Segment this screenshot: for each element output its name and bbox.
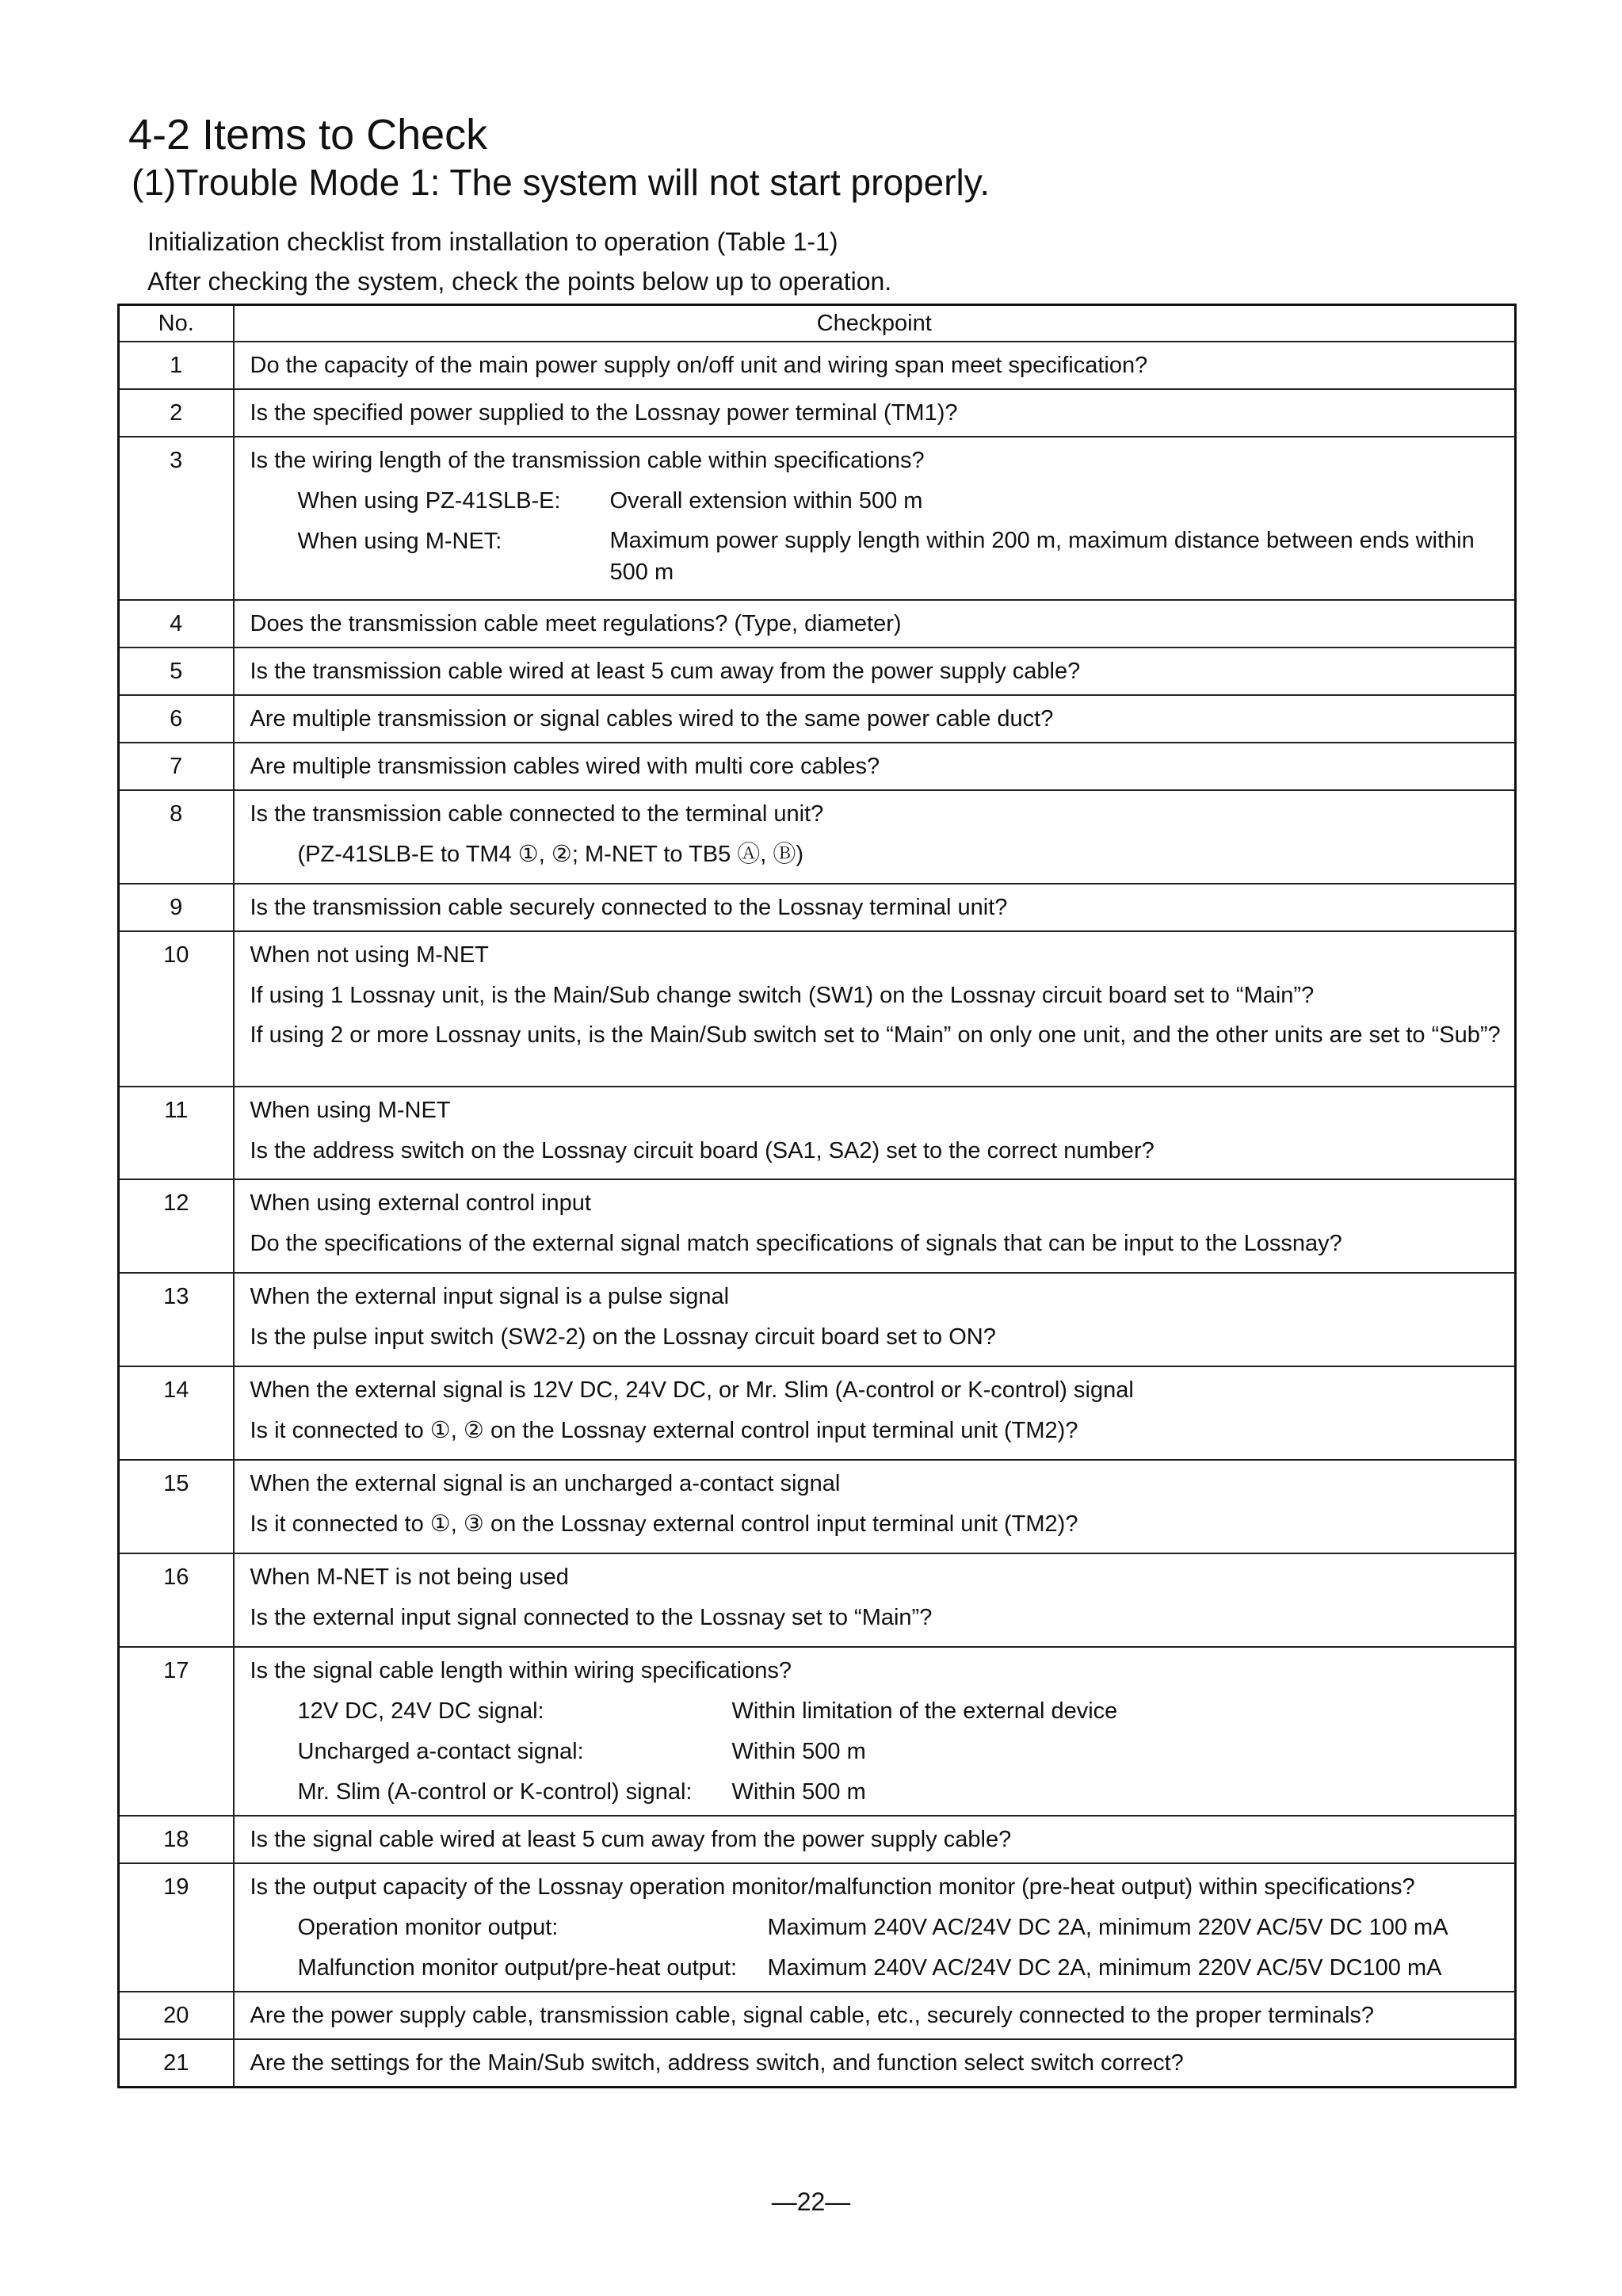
table-row (119, 1179, 1516, 1273)
row-number: 14 (119, 1366, 234, 1460)
row-number: 15 (119, 1460, 234, 1553)
row-number: 20 (119, 1992, 234, 2039)
spec-pair (250, 1911, 1509, 1944)
checkpoint-text: Is it connected to ①, ② on the Lossnay external control input terminal unit (TM2)? (250, 1418, 1078, 1443)
checkpoint-text: When M-NET is not being used (250, 1564, 569, 1590)
checkpoint-text: Is the signal cable length within wiring specifications? (250, 1658, 792, 1683)
checkpoint-text: Is it connected to ①, ③ on the Lossnay external control input terminal unit (TM2)? (250, 1511, 1078, 1537)
row-number: 10 (119, 931, 234, 1087)
table-row (119, 1553, 1516, 1647)
intro-line-1: Initialization checklist from installation to operation (Table 1-1) (147, 227, 838, 256)
checkpoint-text: Is the transmission cable securely connected to the Lossnay terminal unit? (250, 895, 1008, 920)
row-number: 11 (119, 1087, 234, 1179)
table-row (119, 1863, 1516, 1992)
row-number: 13 (119, 1273, 234, 1366)
spec-value: Maximum 240V AC/24V DC 2A, minimum 220V AC/5V DC100 mA (767, 1955, 1442, 1981)
row-number: 3 (119, 437, 234, 600)
checkpoint-text: Are the settings for the Main/Sub switch, address switch, and function select switch correct? (250, 2050, 1184, 2076)
spec-value: Maximum power supply length within 200 m, maximum distance between ends within 500 m (609, 528, 1475, 585)
table-row (119, 1366, 1516, 1460)
checkpoint-text: When the external input signal is a pulse signal (250, 1284, 730, 1309)
spec-label: Mr. Slim (A-control or K-control) signal: (297, 1779, 693, 1805)
spec-pair (250, 1951, 1509, 1985)
section-title: (1)Trouble Mode 1: The system will not start properly. (132, 162, 990, 203)
spec-label: When using M-NET: (297, 529, 502, 554)
table-row (119, 389, 1516, 437)
spec-label: When using PZ-41SLB-E: (297, 488, 561, 514)
table-row (119, 1992, 1516, 2039)
table-row (119, 1460, 1516, 1553)
table-header-row (119, 305, 1516, 342)
spec-pair (250, 1735, 1509, 1768)
checkpoint-text: Is the transmission cable connected to the terminal unit? (250, 801, 824, 827)
checkpoint-text: Are multiple transmission or signal cables wired to the same power cable duct? (250, 706, 1054, 732)
checkpoint-text: If using 2 or more Lossnay units, is the Main/Sub switch set to “Main” on only one unit, and the other units are set to “Sub”? (250, 1022, 1501, 1048)
checkpoint-text: Do the capacity of the main power supply on/off unit and wiring span meet specification? (250, 353, 1148, 378)
row-number: 8 (119, 790, 234, 884)
table-row (119, 931, 1516, 1087)
page-title: 4-2 Items to Check (128, 111, 488, 159)
spec-value: Within 500 m (731, 1739, 866, 1764)
table-row (119, 342, 1516, 389)
spec-value: Overall extension within 500 m (609, 488, 923, 514)
checkpoint-text: Is the wiring length of the transmission cable within specifications? (250, 448, 925, 473)
table-row (119, 2039, 1516, 2088)
spec-value: Within 500 m (731, 1779, 866, 1805)
spec-label: 12V DC, 24V DC signal: (297, 1698, 544, 1724)
table-row (119, 600, 1516, 648)
spec-pair (250, 1694, 1509, 1728)
table-row (119, 437, 1516, 600)
row-number: 18 (119, 1816, 234, 1863)
header-no: No. (119, 305, 234, 342)
page-number: ―22― (771, 2187, 851, 2216)
checkpoint-text: When the external signal is 12V DC, 24V DC, or Mr. Slim (A-control or K-control) signal (250, 1377, 1134, 1403)
row-number: 9 (119, 884, 234, 931)
spec-label: Operation monitor output: (297, 1915, 559, 1940)
checkpoint-text: Is the output capacity of the Lossnay operation monitor/malfunction monitor (pre-heat output) within specifications? (250, 1874, 1415, 1900)
table-row (119, 743, 1516, 790)
checkpoint-text: When using M-NET (250, 1098, 451, 1123)
checkpoint-text: If using 1 Lossnay unit, is the Main/Sub change switch (SW1) on the Lossnay circuit board set to “Main”? (250, 983, 1315, 1008)
checkpoint-text: Is the transmission cable wired at least 5 cum away from the power supply cable? (250, 659, 1081, 684)
row-number: 17 (119, 1647, 234, 1816)
checkpoint-text: Is the address switch on the Lossnay circuit board (SA1, SA2) set to the correct number? (250, 1138, 1154, 1163)
intro-line-2: After checking the system, check the points below up to operation. (147, 267, 892, 296)
row-number: 19 (119, 1863, 234, 1992)
table-row (119, 695, 1516, 743)
checkpoint-text: When the external signal is an uncharged a-contact signal (250, 1471, 841, 1496)
table-row (119, 1273, 1516, 1366)
spec-label: Malfunction monitor output/pre-heat output: (297, 1955, 738, 1981)
table-row (119, 1816, 1516, 1863)
spec-value: Within limitation of the external device (731, 1698, 1118, 1724)
row-number: 12 (119, 1179, 234, 1273)
row-number: 1 (119, 342, 234, 389)
table-row (119, 884, 1516, 931)
row-number: 6 (119, 695, 234, 743)
checklist-table (117, 304, 1517, 2088)
checkpoint-text: Is the specified power supplied to the Lossnay power terminal (TM1)? (250, 400, 958, 426)
row-number: 4 (119, 600, 234, 648)
checkpoint-text: When not using M-NET (250, 942, 489, 968)
header-checkpoint: Checkpoint (234, 305, 1516, 342)
table-row (119, 1647, 1516, 1816)
spec-pair (250, 525, 1509, 588)
row-number: 5 (119, 648, 234, 695)
row-number: 16 (119, 1553, 234, 1647)
checkpoint-text: Is the signal cable wired at least 5 cum away from the power supply cable? (250, 1827, 1012, 1852)
table-row (119, 648, 1516, 695)
checkpoint-text: Do the specifications of the external signal match specifications of signals that can be input to the Lossnay? (250, 1231, 1342, 1256)
spec-label: Uncharged a-contact signal: (297, 1739, 584, 1764)
checkpoint-text: Is the external input signal connected to the Lossnay set to “Main”? (250, 1605, 933, 1630)
table-row (119, 1087, 1516, 1179)
spec-pair (250, 1775, 1509, 1809)
checkpoint-text: Does the transmission cable meet regulations? (Type, diameter) (250, 611, 902, 636)
spec-value: Maximum 240V AC/24V DC 2A, minimum 220V AC/5V DC 100 mA (767, 1915, 1448, 1940)
table-row (119, 790, 1516, 884)
checkpoint-text: When using external control input (250, 1190, 591, 1216)
checkpoint-text: Are the power supply cable, transmission cable, signal cable, etc., securely connected to the proper terminals? (250, 2003, 1375, 2028)
spec-pair (250, 484, 1509, 518)
row-number: 7 (119, 743, 234, 790)
checkpoint-text: Is the pulse input switch (SW2-2) on the Lossnay circuit board set to ON? (250, 1324, 996, 1350)
terminal-note: (PZ-41SLB-E to TM4 ①, ②; M-NET to TB5 Ⓐ, Ⓑ) (297, 842, 804, 867)
row-number: 2 (119, 389, 234, 437)
checkpoint-text: Are multiple transmission cables wired with multi core cables? (250, 754, 880, 779)
row-number: 21 (119, 2039, 234, 2088)
